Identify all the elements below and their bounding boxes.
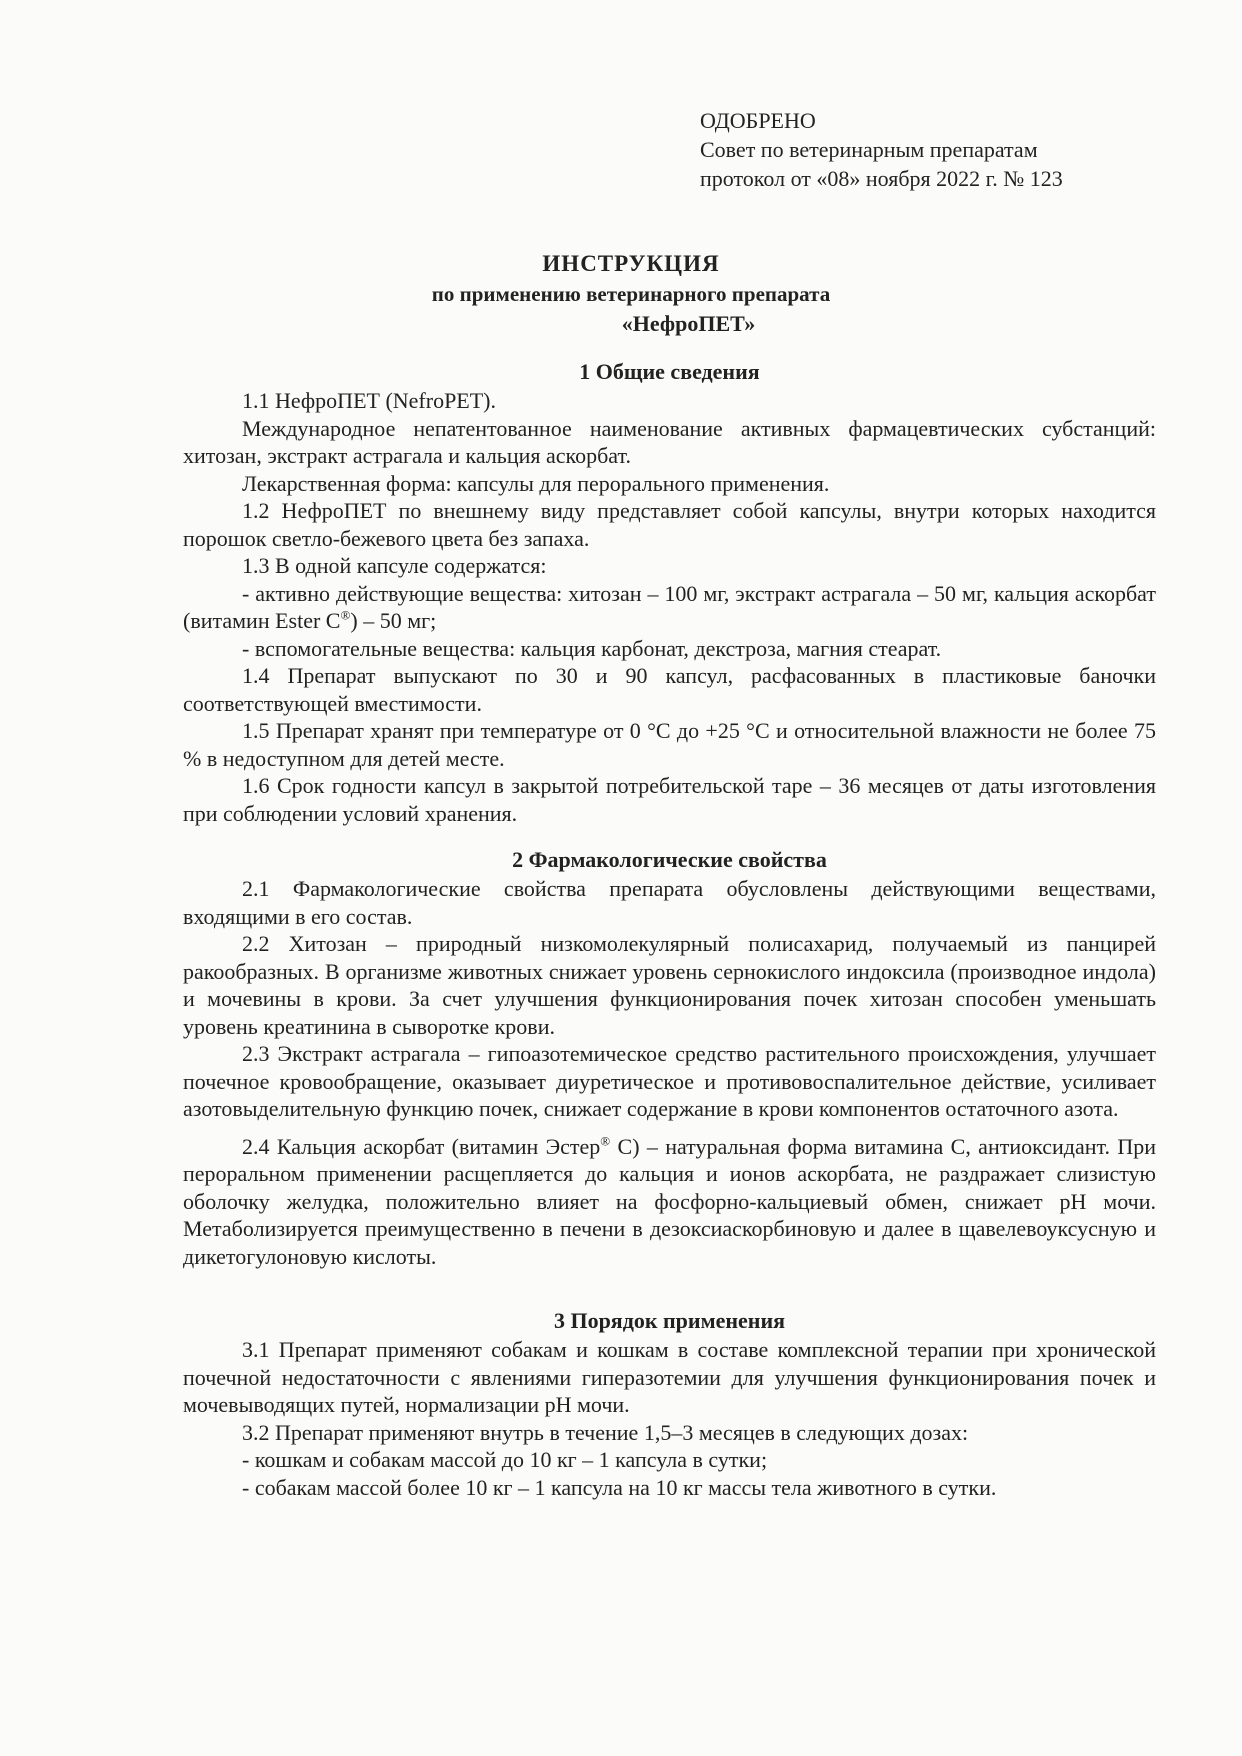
registered-mark: ®	[340, 607, 351, 623]
document-body	[183, 357, 1156, 1501]
section-3-heading: 3 Порядок применения	[553, 1308, 786, 1333]
paragraph-1-3a	[183, 580, 1156, 635]
paragraph-1-5: 1.5 Препарат хранят при температуре от 0 °С до +25 °С и относительной влажности не более 75 % в недоступном для детей месте.	[183, 718, 1156, 771]
paragraph-1-4: 1.4 Препарат выпускают по 30 и 90 капсул, расфасованных в пластиковые баночки соответствующей вместимости.	[183, 663, 1156, 716]
section-2-heading: 2 Фармакологические свойства	[512, 847, 827, 872]
approval-line-3: протокол от «08» ноября 2022 г. № 123	[700, 166, 1063, 191]
approval-stamp	[700, 106, 1063, 193]
text-span: ) – 50 мг;	[350, 608, 437, 633]
text-span: С) – натуральная форма витамина С, антиоксидант. При пероральном применении расщепляется до кальция и ионов аскорбата, не раздражает слизистую оболочку желудка, положительно влияет на фосфорно-кальциевый обмен, снижает pH мочи. Метаболизируется преимущественно в печени в дезоксиаскорбиновую и далее в щавелевоуксусную и дикетогулоновую кислоты.	[183, 1133, 1156, 1269]
title-heading: ИНСТРУКЦИЯ	[542, 251, 720, 276]
section-1-heading: 1 Общие сведения	[579, 359, 760, 384]
paragraph-1-3b: - вспомогательные вещества: кальция карбонат, декстроза, магния стеарат.	[242, 635, 942, 661]
paragraph-2-4	[183, 1133, 1156, 1271]
paragraph-1-2: 1.2 НефроПЕТ по внешнему виду представляет собой капсулы, внутри которых находится порошок светло-бежевого цвета без запаха.	[183, 498, 1156, 551]
paragraph-1-3: 1.3 В одной капсуле содержатся:	[242, 553, 547, 578]
title-product: «НефроПЕТ»	[621, 311, 756, 336]
approval-line-1: ОДОБРЕНО	[700, 108, 816, 133]
text-span: 2.4 Кальция аскорбат (витамин Эстер	[242, 1133, 601, 1159]
paragraph-1-6: 1.6 Срок годности капсул в закрытой потребительской таре – 36 месяцев от даты изготовления при соблюдении условий хранения.	[183, 773, 1156, 826]
paragraph-3-2b: - собакам массой более 10 кг – 1 капсула на 10 кг массы тела животного в сутки.	[242, 1474, 997, 1500]
paragraph-1-1c: Лекарственная форма: капсулы для перорального применения.	[242, 470, 830, 496]
approval-line-2: Совет по ветеринарным препаратам	[700, 137, 1038, 162]
paragraph-1-1: 1.1 НефроПЕТ (NefroPET).	[242, 388, 497, 413]
paragraph-3-2: 3.2 Препарат применяют внутрь в течение 1,5–3 месяцев в следующих дозах:	[242, 1419, 969, 1445]
title-subheading: по применению ветеринарного препарата	[431, 282, 831, 306]
paragraph-2-1: 2.1 Фармакологические свойства препарата обусловлены действующими веществами, входящими в его состав.	[183, 876, 1156, 929]
paragraph-3-1: 3.1 Препарат применяют собакам и кошкам в составе комплексной терапии при хронической почечной недостаточности с явлениями гиперазотемии для улучшения функционирования почек и мочевыводящих путей, нормализации pH мочи.	[183, 1337, 1156, 1417]
paragraph-3-2a: - кошкам и собакам массой до 10 кг – 1 капсула в сутки;	[242, 1447, 768, 1472]
text-span: - активно действующие вещества: хитозан – 100 мг, экстракт астрагала – 50 мг, кальция аскорбат (витамин Ester C	[183, 580, 1156, 633]
document-title	[0, 248, 1242, 338]
paragraph-2-3: 2.3 Экстракт астрагала – гипоазотемическое средство растительного происхождения, улучшает почечное кровообращение, оказывает диуретическое и противовоспалительное действие, усиливает азотовыделительную функцию почек, снижает содержание в крови компонентов остаточного азота.	[183, 1041, 1156, 1121]
paragraph-2-2: 2.2 Хитозан – природный низкомолекулярный полисахарид, получаемый из панцирей ракообразных. В организме животных снижает уровень сернокислого индоксила (производное индола) и мочевины в крови. За счет улучшения функционирования почек хитозан способен уменьшать уровень креатинина в сыворотке крови.	[183, 931, 1156, 1039]
paragraph-1-1b: Международное непатентованное наименование активных фармацевтических субстанций: хитозан, экстракт астрагала и кальция аскорбат.	[183, 415, 1156, 468]
registered-mark: ®	[600, 1133, 611, 1149]
